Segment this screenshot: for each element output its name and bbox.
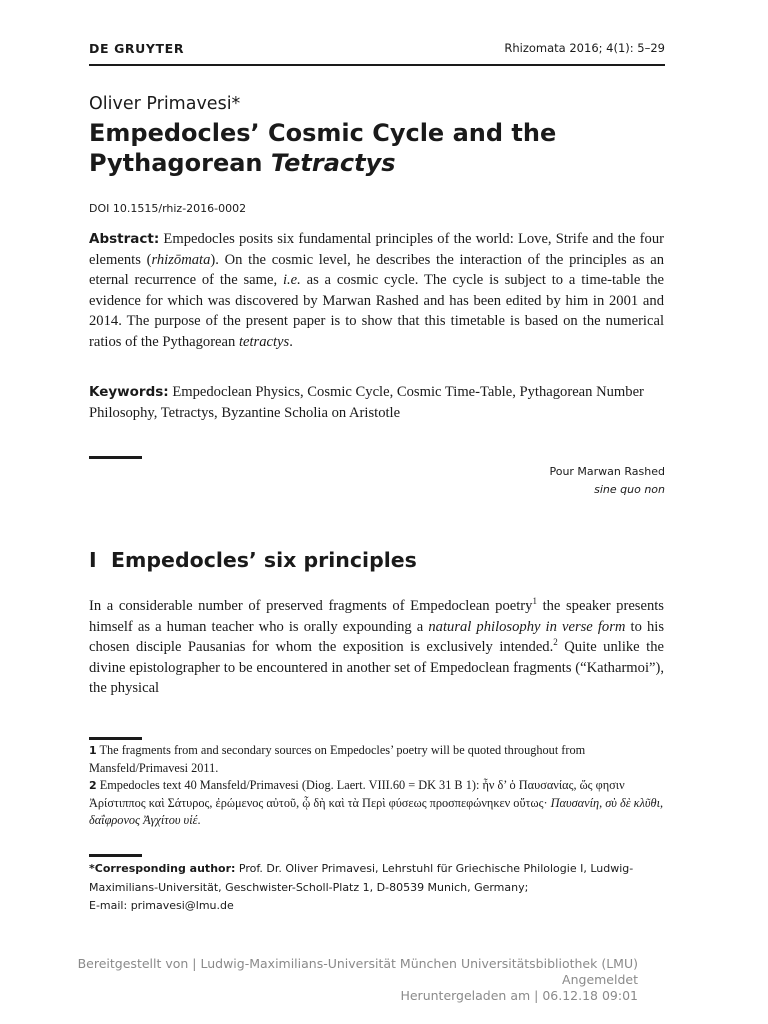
header-rule [89, 64, 665, 66]
footnote-number: 1 [89, 744, 97, 757]
keywords-text: Empedoclean Physics, Cosmic Cycle, Cosmic Time-Table, Pythagorean Number Philosophy, Tetractys, Byzantine Scholia on Aristotle [89, 384, 644, 421]
footnote-ref-1[interactable]: 1 [532, 596, 537, 607]
body-text: Quite unlike the divine epistolographer to be encountered in another set of Empedoclean fragments (“Katharmoi”), the physical [89, 639, 664, 696]
body-text: the speaker presents himself as a human teacher who is orally expounding a [89, 598, 664, 635]
abstract [89, 229, 664, 352]
correspondence [89, 860, 665, 916]
abstract-italic: i.e. [282, 272, 301, 288]
section-number: I [89, 548, 97, 572]
abstract-label: Abstract: [89, 231, 160, 247]
section-heading [89, 548, 417, 572]
section-title: Empedocles’ six principles [111, 548, 417, 572]
abstract-italic: rhizōmata [151, 251, 211, 268]
abstract-text: . [289, 333, 293, 350]
publisher-name: DE GRUYTER [89, 41, 185, 56]
title-italic: Tetractys [270, 149, 396, 177]
doi: DOI 10.1515/rhiz-2016-0002 [89, 202, 247, 215]
abstract-text: as a cosmic cycle. The cycle is subject to a time-table the evidence for which was discovered by Marwan Rashed and has been edited by him in 2001 and 2014. The purpose of the present paper is to show that this timetable is based on the numerical ratios of the Pythagorean [89, 272, 665, 350]
correspondence-email[interactable]: E-mail: primavesi@lmu.de [89, 899, 234, 912]
dedication-italic: sine quo non [594, 483, 665, 496]
body-paragraph [89, 596, 664, 699]
footnote-number: 2 [89, 779, 97, 792]
footnote-italic: Παυσανίη, σὺ δὲ κλῦθι, δαΐφρονος Ἀγχίτου υἱέ [89, 795, 664, 827]
article-title [89, 118, 679, 178]
body-italic: natural philosophy in verse form [428, 618, 626, 635]
keywords-label: Keywords: [89, 384, 169, 400]
footnote-1 [89, 742, 665, 777]
download-line-2: Angemeldet [562, 972, 638, 987]
footnote-text: The fragments from and secondary sources on Empedocles’ poetry will be quoted throughout from Mansfeld/Primavesi 2011. [89, 743, 586, 775]
footnote-text: Empedocles text 40 Mansfeld/Primavesi (Diog. Laert. VIII.60 = DK 31 B 1): ἦν δ’ ὁ Παυσανίας, ὥς φησιν Ἀρίστιππος καὶ Σάτυρος, ἐρώμενος αὐτοῦ, ᾧ δὴ καὶ τὰ Περὶ φύσεως προσπεφώνηκεν οὕτως· [89, 778, 625, 810]
journal-reference: Rhizomata 2016; 4(1): 5–29 [504, 41, 665, 55]
title-line-1: Empedocles’ Cosmic Cycle and the [89, 119, 557, 147]
keywords [89, 382, 664, 423]
download-line-3: Heruntergeladen am | 06.12.18 09:01 [400, 988, 638, 1003]
download-line-1: Bereitgestellt von | Ludwig-Maximilians-Universität München Universitätsbibliothek (LMU) [77, 956, 638, 971]
body-text: to his chosen disciple Pausanias for whom the exposition is exclusively intended. [89, 618, 664, 655]
correspondence-label: *Corresponding author: [89, 862, 236, 875]
footnote-ref-2[interactable]: 2 [553, 637, 558, 648]
section-divider [89, 456, 142, 459]
footnote-rule [89, 737, 142, 740]
footnote-tail: . [197, 813, 201, 827]
correspondence-rule [89, 854, 142, 857]
dedication-line-2 [549, 481, 665, 499]
author-name: Oliver Primavesi* [89, 94, 241, 114]
dedication [549, 463, 665, 499]
footnote-2 [89, 777, 665, 830]
abstract-italic: tetractys [238, 333, 290, 350]
abstract-text: Empedocles posits six fundamental principles of the world: Love, Strife and the four elements ( [89, 231, 664, 268]
footnotes [89, 742, 665, 830]
title-line-2: Pythagorean [89, 149, 271, 177]
download-stamp [78, 956, 638, 1004]
correspondence-text: Prof. Dr. Oliver Primavesi, Lehrstuhl für Griechische Philologie I, Ludwig-Maximilians-Universität, Geschwister-Scholl-Platz 1, D-80539 Munich, Germany; [89, 862, 634, 894]
dedication-line-1: Pour Marwan Rashed [549, 465, 665, 478]
body-text: In a considerable number of preserved fragments of Empedoclean poetry [89, 598, 533, 614]
abstract-text: ). On the cosmic level, he describes the interaction of the principles as an eternal recurrence of the same, [89, 251, 664, 288]
